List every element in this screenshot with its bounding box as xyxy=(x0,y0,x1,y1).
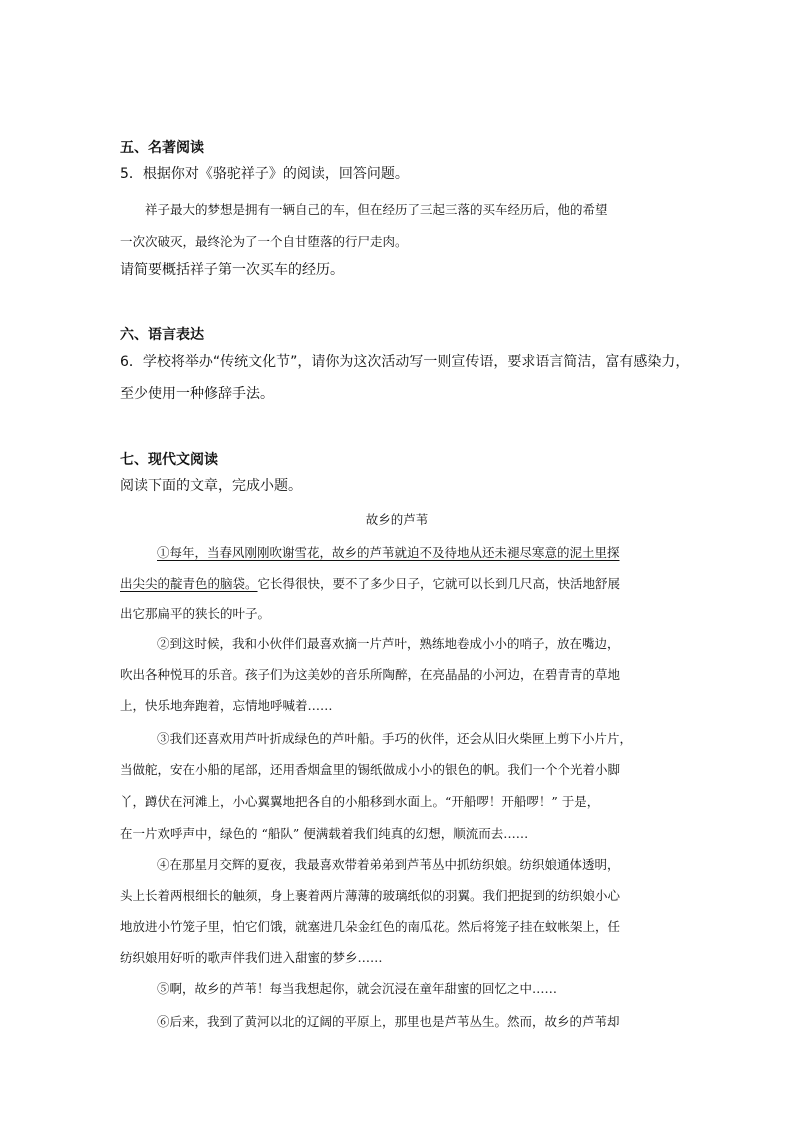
p1-line-2 xyxy=(120,574,620,594)
p6-line-1: ⑥后来，我到了黄河以北的辽阔的平原上，那里也是芦苇丛生。然而，故乡的芦苇却 xyxy=(157,1014,620,1029)
question-6-line-1: 6．学校将举办“传统文化节”，请你为这次活动写一则宣传语，要求语言简洁，富有感染力， xyxy=(120,354,690,370)
section-7-instruction: 阅读下面的文章，完成小题。 xyxy=(120,478,302,494)
p3-line-3: 丫，蹲伏在河滩上，小心翼翼地把各自的小船移到水面上。“开船啰！开船啰！” 于是， xyxy=(120,794,600,809)
question-5-prompt: 请简要概括祥子第一次买车的经历。 xyxy=(120,262,344,278)
p4-line-4: 纺织娘用好听的歌声伴我们进入甜蜜的梦乡…… xyxy=(120,950,383,965)
p2-line-3: 上，快乐地奔跑着，忘情地呼喊着…… xyxy=(120,698,333,713)
p2-line-1: ②到这时候，我和小伙伴们最喜欢摘一片芦叶，熟练地卷成小小的哨子，放在嘴边， xyxy=(157,636,620,651)
p4-line-2: 头上长着两根细长的触须，身上裹着两片薄薄的玻璃纸似的羽翼。我们把捉到的纺织娘小心 xyxy=(120,888,621,903)
p3-line-2: 当做舵，安在小船的尾部，还用香烟盒里的锡纸做成小小的银色的帆。我们一个个光着小脚 xyxy=(120,762,621,777)
p1-line-2-rest: 它长得很快，要不了多少日子，它就可以长到几尺高，快活地舒展 xyxy=(257,576,621,591)
question-5: 5．根据你对《骆驼祥子》的阅读，回答问题。 xyxy=(120,166,409,182)
passage-5-line-1: 祥子最大的梦想是拥有一辆自己的车，但在经历了三起三落的买车经历后，他的希望 xyxy=(145,202,608,217)
p1-underlined-text: 出尖尖的靛青色的脑袋。 xyxy=(120,576,258,591)
p4-line-1: ④在那星月交辉的夏夜，我最喜欢带着弟弟到芦苇丛中抓纺织娘。纺织娘通体透明， xyxy=(157,857,620,872)
p4-line-3: 地放进小竹笼子里，怕它们饿，就塞进几朵金红色的南瓜花。然后将笼子挂在蚊帐架上，任 xyxy=(120,919,621,934)
p5-line-1: ⑤啊，故乡的芦苇！每当我想起你，就会沉浸在童年甜蜜的回忆之中…… xyxy=(157,981,558,996)
p2-line-2: 吹出各种悦耳的乐音。孩子们为这美妙的音乐所陶醉，在亮晶晶的小河边，在碧青青的草地 xyxy=(120,667,621,682)
p1-line-1: ①每年，当春风刚刚吹谢雪花，故乡的芦苇就迫不及待地从还未褪尽寒意的泥土里探 xyxy=(157,545,620,560)
section-5-heading: 五、名著阅读 xyxy=(120,140,204,156)
section-6-heading: 六、语言表达 xyxy=(120,327,204,343)
p3-line-4: 在一片欢呼声中，绿色的 “船队” 便满载着我们纯真的幻想，顺流而去…… xyxy=(120,826,529,841)
passage-5-line-2: 一次次破灭，最终沦为了一个自甘堕落的行尸走肉。 xyxy=(120,234,408,249)
section-7-heading: 七、现代文阅读 xyxy=(120,452,218,468)
p3-line-1: ③我们还喜欢用芦叶折成绿色的芦叶船。手巧的伙伴，还会从旧火柴匣上剪下小片片， xyxy=(157,731,633,746)
article-title: 故乡的芦苇 xyxy=(365,512,429,527)
p1-line-3: 出它那扁平的狭长的叶子。 xyxy=(120,606,271,621)
question-6-line-2: 至少使用一种修辞手法。 xyxy=(120,386,274,402)
